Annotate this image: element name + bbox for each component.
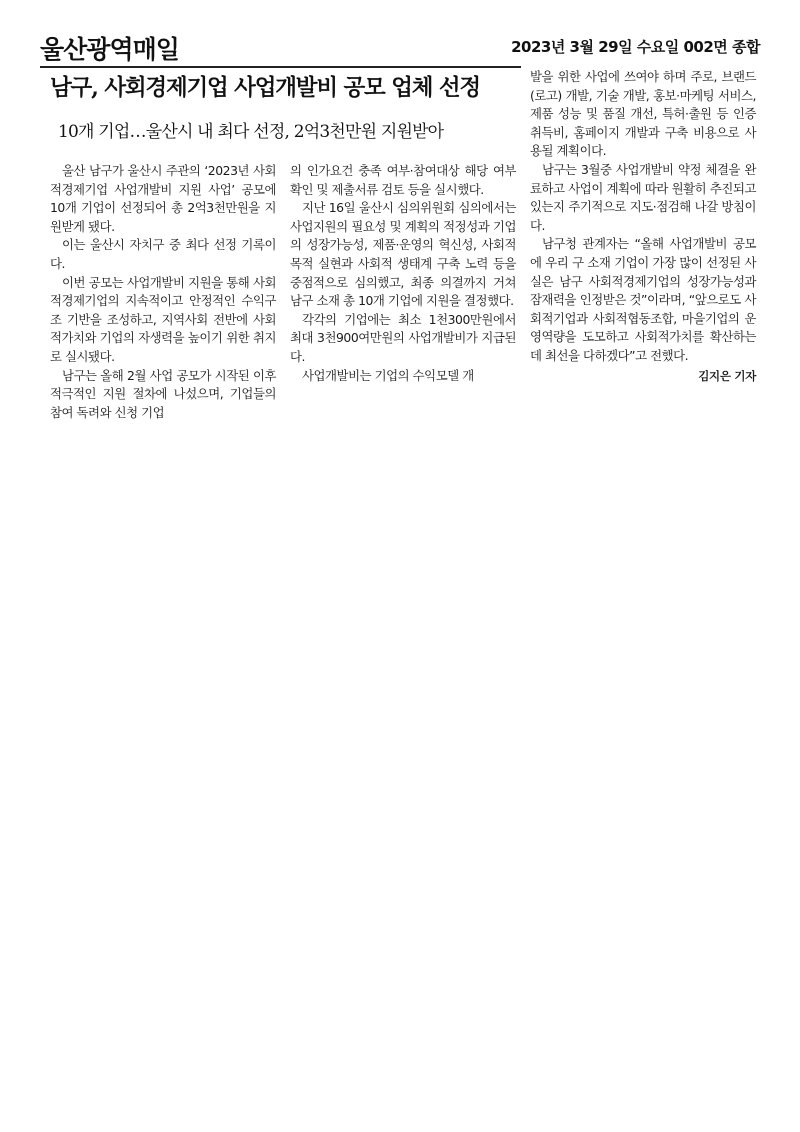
article-subhead: 10개 기업…울산시 내 최다 선정, 2억3천만원 지원받아 [58, 122, 444, 142]
paragraph: 의 인가요건 충족 여부·참여대상 해당 여부 확인 및 제출서류 검토 등을 실시했다. [290, 163, 516, 197]
headline-rule [40, 66, 521, 68]
paragraph: 이번 공모는 사업개발비 지원을 통해 사회적경제기업의 지속적이고 안정적인 수익구조 기반을 조성하고, 지역사회 전반에 사회적가치와 기업의 자생력을 높이기 위한 취지로 실시됐다. [50, 274, 276, 364]
paragraph: 각각의 기업에는 최소 1천300만원에서 최대 3천900여만원의 사업개발비가 지급된다. [290, 311, 516, 364]
publication-info: 2023년 3월 29일 수요일 002면 종합 [511, 38, 760, 56]
paragraph: 발을 위한 사업에 쓰여야 하며 주로, 브랜드(로고) 개발, 기술 개발, 홍보·마케팅 서비스, 제품 성능 및 품질 개선, 특허·출원 등 인증 취득비, 홈페이지 개발과 구축 비용으로 사용될 계획이다. [530, 69, 756, 159]
paragraph: 남구청 관계자는 “올해 사업개발비 공모에 우리 구 소재 기업이 가장 많이 선정된 사실은 남구 사회적경제기업의 성장가능성과 잠재력을 인정받은 것”이라며, “앞으로도 사회적기업과 사회적협동조합, 마을기업의 운영역량을 도모하고 사회적가치를 확산하는 데 최선을 다하겠다”고 전했다. [530, 236, 756, 363]
newspaper-name: 울산광역매일 [40, 35, 179, 64]
article-headline: 남구, 사회경제기업 사업개발비 공모 업체 선정 [50, 75, 480, 101]
paragraph: 울산 남구가 울산시 주관의 ‘2023년 사회적경제기업 사업개발비 지원 사업’ 공모에 10개 기업이 선정되어 총 2억3천만원을 지원받게 됐다. [50, 163, 276, 234]
article-column-2 [290, 162, 516, 385]
byline: 김지은 기자 [698, 368, 756, 383]
masthead [40, 30, 760, 66]
paragraph: 사업개발비는 기업의 수익모델 개 [302, 367, 474, 383]
paragraph: 남구는 3월중 사업개발비 약정 체결을 완료하고 사업이 계획에 따라 원활히 추진되고 있는지 주기적으로 지도·점검해 나갈 방침이다. [530, 161, 756, 233]
article-column-3 [530, 68, 756, 385]
paragraph: 남구는 올해 2월 사업 공모가 시작된 이후 적극적인 지원 절차에 나섰으며, 기업들의 참여 독려와 신청 기업 [50, 367, 276, 420]
article-column-1 [50, 162, 276, 422]
paragraph: 지난 16일 울산시 심의위원회 심의에서는 사업지원의 필요성 및 계획의 적정성과 기업의 성장가능성, 제품·운영의 혁신성, 사회적 목적 실현과 사회적 생태계 구축 노력 등을 중점적으로 심의했고, 최종 의결까지 거쳐 남구 소재 총 10개 기업에 지원을 결정했다. [290, 200, 516, 309]
paragraph: 이는 울산시 자치구 중 최다 선정 기록이다. [50, 237, 276, 271]
